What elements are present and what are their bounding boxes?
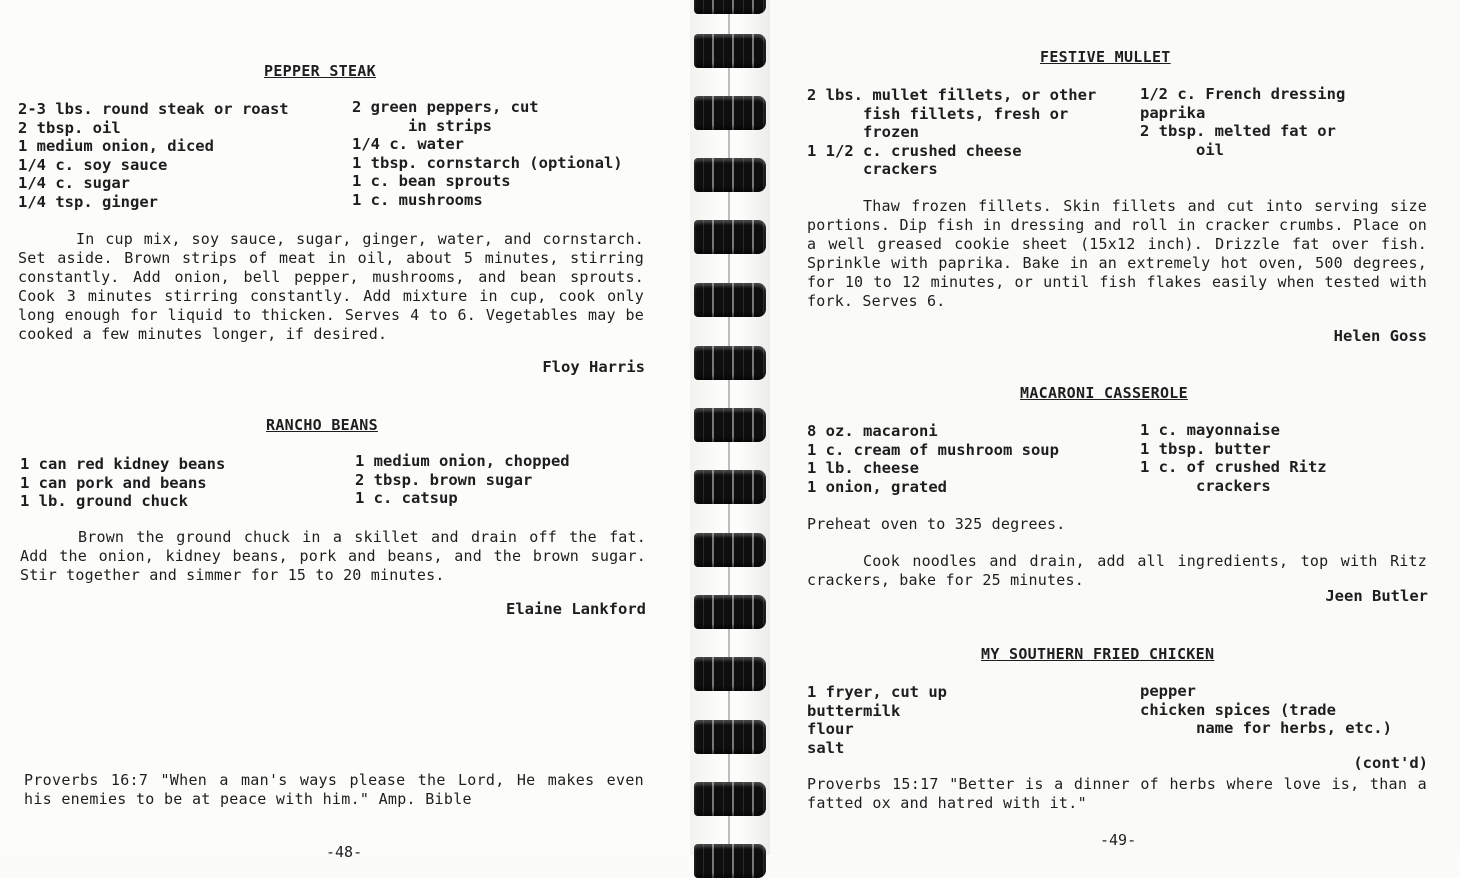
ingredient: 1 c. catsup [355, 489, 458, 507]
ingredient: 1 medium onion, chopped [355, 452, 570, 470]
ingredient: 1/4 c. water [352, 135, 464, 153]
spiral-ring [694, 408, 766, 442]
spiral-ring [694, 720, 766, 754]
ingredient: 1 can pork and beans [20, 473, 207, 492]
ingredient: crackers [863, 160, 938, 178]
author-rancho-beans: Elaine Lankford [506, 600, 646, 618]
ingredient: 1 c. mayonnaise [1140, 421, 1280, 439]
ingredient: 1 c. bean sprouts [352, 172, 511, 190]
bible-quote-right: Proverbs 15:17 "Better is a dinner of herbs where love is, than a fatted ox and hatred with it." [807, 775, 1427, 812]
spiral-ring [694, 0, 766, 14]
ingredient: 1 onion, grated [807, 477, 947, 496]
ingredient: 1 can red kidney beans [20, 455, 226, 473]
ingredient: 1 lb. cheese [807, 459, 919, 477]
ingredient: 1/4 c. soy sauce [18, 155, 168, 174]
spiral-ring [694, 470, 766, 504]
ingredients-col1-macaroni [807, 422, 1059, 496]
directions-pepper-steak: In cup mix, soy sauce, sugar, ginger, water, and cornstarch. Set aside. Brown strips of meat in oil, about 5 minutes, stirring constantly. Add onion, bell pepper, mushrooms, and bean sprouts. Cook 3 minutes stirring constantly. Add mixture in cup, cook only long enough for liquid to thicken. Serves 4 to 6. Vegetables may be cooked a few minutes longer, if desired. [18, 230, 644, 343]
spiral-ring [694, 844, 766, 878]
author-macaroni: Jeen Butler [1325, 587, 1428, 605]
spiral-ring [694, 220, 766, 254]
ingredient: crackers [1196, 476, 1271, 495]
ingredient: 2 tbsp. brown sugar [355, 470, 533, 489]
directions-macaroni: Cook noodles and drain, add all ingredients, top with Ritz crackers, bake for 25 minutes. [807, 552, 1427, 589]
spiral-ring [694, 34, 766, 68]
ingredient: in strips [408, 116, 492, 135]
ingredient: 1 tbsp. butter [1140, 439, 1271, 458]
directions-festive-mullet: Thaw frozen fillets. Skin fillets and cut into serving size portions. Dip fish in dressing and roll in cracker crumbs. Place on a well greased cookie sheet (15x12 inch). Drizzle fat over fish. Sprinkle with paprika. Bake in an extremely hot oven, 500 degrees, for 10 to 12 minutes, or until fish flakes easily when tested with fork. Serves 6. [807, 197, 1427, 310]
ingredient: 1/2 c. French dressing [1140, 85, 1346, 103]
author-pepper-steak: Floy Harris [542, 358, 645, 376]
spiral-ring [694, 158, 766, 192]
preheat-macaroni: Preheat oven to 325 degrees. [807, 515, 1066, 533]
ingredients-col1-chicken [807, 683, 947, 757]
recipe-title-festive-mullet: FESTIVE MULLET [1040, 48, 1171, 66]
ingredients-col2-chicken [1140, 682, 1392, 738]
left-page [0, 0, 690, 861]
right-page [770, 0, 1460, 855]
ingredient: 1 fryer, cut up [807, 683, 947, 701]
ingredient: 1 c. cream of mushroom soup [807, 440, 1059, 459]
ingredients-col2-festive-mullet [1140, 85, 1345, 159]
ingredient: 1 1/2 c. crushed cheese [807, 141, 1022, 160]
ingredient: 2 green peppers, cut [352, 98, 539, 116]
ingredient: 1 medium onion, diced [18, 137, 214, 155]
spiral-binding [690, 0, 770, 855]
ingredient: 1 c. mushrooms [352, 190, 483, 209]
spiral-ring [694, 283, 766, 317]
ingredients-col1-festive-mullet [807, 86, 1096, 179]
ingredients-col2-macaroni [1140, 421, 1327, 495]
spiral-ring [694, 96, 766, 130]
ingredients-col2-rancho-beans [355, 452, 570, 508]
spiral-ring [694, 533, 766, 567]
ingredient: frozen [863, 123, 919, 141]
ingredient: paprika [1140, 103, 1206, 122]
ingredient: buttermilk [807, 701, 901, 720]
recipe-title-rancho-beans: RANCHO BEANS [266, 416, 378, 434]
ingredient: oil [1196, 140, 1224, 159]
recipe-title-southern-fried-chicken: MY SOUTHERN FRIED CHICKEN [981, 645, 1215, 663]
ingredient: 1/4 tsp. ginger [18, 192, 158, 211]
ingredients-col1-pepper-steak [18, 100, 289, 211]
spiral-ring [694, 346, 766, 380]
ingredient: 2 tbsp. melted fat or [1140, 122, 1336, 140]
ingredients-col2-pepper-steak [352, 98, 623, 209]
spiral-ring [694, 595, 766, 629]
spiral-ring [694, 782, 766, 816]
ingredient: 1 c. of crushed Ritz [1140, 458, 1327, 476]
ingredient: pepper [1140, 682, 1196, 700]
author-festive-mullet: Helen Goss [1333, 327, 1427, 345]
recipe-title-macaroni-casserole: MACARONI CASSEROLE [1020, 384, 1188, 402]
ingredient: 1 tbsp. cornstarch (optional) [352, 153, 623, 172]
spiral-ring [694, 657, 766, 691]
continued-label: (cont'd) [1353, 754, 1428, 772]
ingredient: 2-3 lbs. round steak or roast [18, 100, 289, 118]
ingredient: 1 lb. ground chuck [20, 492, 188, 510]
ingredient: 2 lbs. mullet fillets, or other [807, 86, 1097, 104]
ingredient: 2 tbsp. oil [18, 118, 121, 137]
bible-quote-left: Proverbs 16:7 "When a man's ways please the Lord, He makes even his enemies to be at peace with him." Amp. Bible [24, 771, 644, 808]
recipe-title-pepper-steak: PEPPER STEAK [264, 62, 376, 80]
ingredient: 1/4 c. sugar [18, 174, 130, 192]
page-number-right: -49- [1100, 831, 1137, 849]
ingredients-col1-rancho-beans [20, 455, 225, 511]
directions-rancho-beans: Brown the ground chuck in a skillet and drain off the fat. Add the onion, kidney beans, pork and beans, and the brown sugar. Stir together and simmer for 15 to 20 minutes. [20, 528, 646, 584]
ingredient: 8 oz. macaroni [807, 422, 938, 440]
ingredient: fish fillets, fresh or [863, 104, 1069, 123]
ingredient: flour [807, 720, 854, 738]
ingredient: salt [807, 738, 845, 757]
ingredient: name for herbs, etc.) [1196, 719, 1392, 737]
ingredient: chicken spices (trade [1140, 700, 1336, 719]
page-number-left: -48- [326, 843, 363, 861]
